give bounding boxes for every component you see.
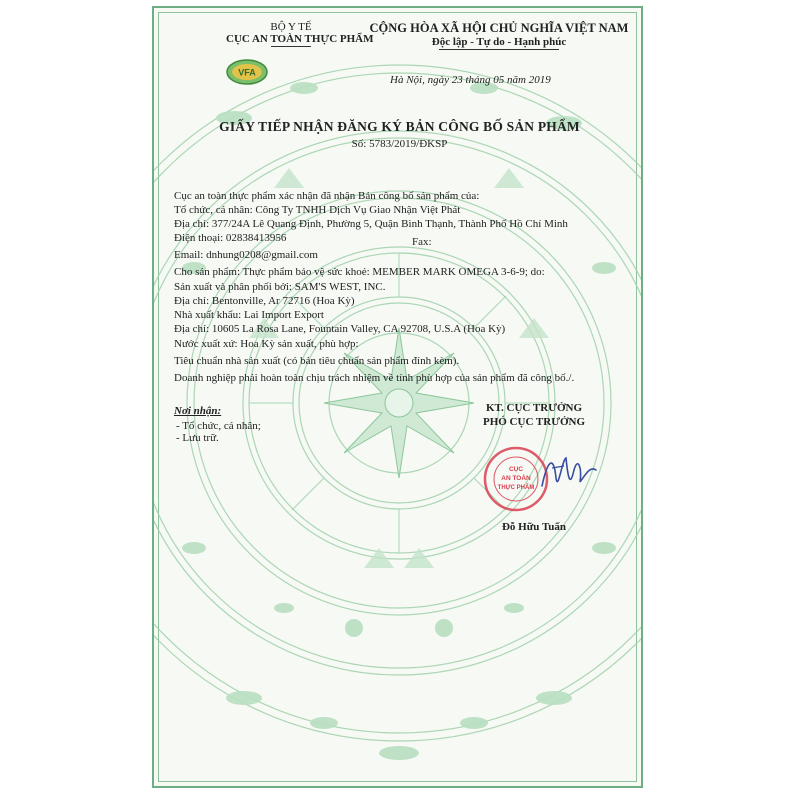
nation-name: CỘNG HÒA XÃ HỘI CHỦ NGHĨA VIỆT NAM (369, 21, 629, 35)
nation-motto: Độc lập - Tự do - Hạnh phúc (431, 36, 567, 48)
stamp-text-3: THỰC PHẨM (497, 485, 535, 491)
ministry-rule (271, 46, 311, 47)
certificate-sheet (152, 6, 643, 788)
handwritten-signature (534, 448, 604, 498)
body-address: Địa chỉ: 377/24A Lê Quang Định, Phường 5, Quận Bình Thạnh, Thành Phố Hồ Chí Minh (174, 218, 568, 230)
signer-role-acting: KT. CỤC TRƯỞNG (485, 402, 583, 414)
department-name: CỤC AN TOÀN THỰC PHẨM (226, 33, 374, 45)
recipient-item: - Tổ chức, cá nhân; (176, 420, 261, 432)
body-manufacturer: Sản xuất và phân phối bởi: SAM'S WEST, INC. (174, 281, 386, 293)
document-number: Số: 5783/2019/ĐKSP (351, 138, 448, 150)
body-fax: Fax: (412, 236, 432, 248)
body-origin: Nước xuất xứ: Hoa Kỳ sản xuất, phù hợp: (174, 338, 359, 350)
motto-rule (439, 49, 559, 50)
document-title: GIẤY TIẾP NHẬN ĐĂNG KÝ BẢN CÔNG BỐ SẢN PHẨM (219, 119, 580, 134)
body-manufacturer-address: Địa chỉ: Bentonville, Ar 72716 (Hoa Kỳ) (174, 295, 355, 307)
recipient-item: - Lưu trữ. (176, 432, 219, 444)
stamp-text-2: AN TOÀN (501, 475, 531, 482)
ministry-header (226, 21, 374, 47)
ministry-name: BỘ Y TẾ (270, 21, 312, 33)
body-intro: Cục an toàn thực phẩm xác nhận đã nhận Bản công bố sản phẩm của: (174, 190, 480, 202)
body-email: Email: dnhung0208@gmail.com (174, 249, 318, 261)
body-standard: Tiêu chuẩn nhà sản xuất (có bản tiêu chuẩn sản phẩm đính kèm). (174, 355, 460, 367)
body-importer-address: Địa chỉ: 10605 La Rosa Lane, Fountain Valley, CA 92708, U.S.A (Hoa Kỳ) (174, 323, 506, 335)
body-organization: Tổ chức, cá nhân: Công Ty TNHH Dịch Vụ Giao Nhận Việt Phát (174, 204, 461, 216)
stamp-text-1: CỤC (508, 466, 524, 473)
recipients-heading: Nơi nhận: (174, 405, 222, 417)
nation-header (364, 21, 634, 50)
body-importer: Nhà xuất khẩu: Lai Import Export (174, 309, 324, 321)
body-product: Cho sản phẩm: Thực phẩm bảo vệ sức khoẻ: MEMBER MARK OMEGA 3-6-9; do: (174, 266, 545, 278)
logo-text: VFA (238, 67, 256, 78)
signer-role-deputy: PHÓ CỤC TRƯỞNG (482, 416, 586, 428)
body-phone: Điện thoại: 02838413956 (174, 232, 287, 244)
signer-name: Đỗ Hữu Tuấn (501, 521, 567, 533)
vfa-logo-icon (225, 58, 269, 86)
body-responsibility: Doanh nghiệp phải hoàn toàn chịu trách nhiệm về tính phù hợp của sản phẩm đã công bố./. (174, 372, 575, 384)
issue-date: Hà Nội, ngày 23 tháng 05 năm 2019 (390, 74, 551, 86)
